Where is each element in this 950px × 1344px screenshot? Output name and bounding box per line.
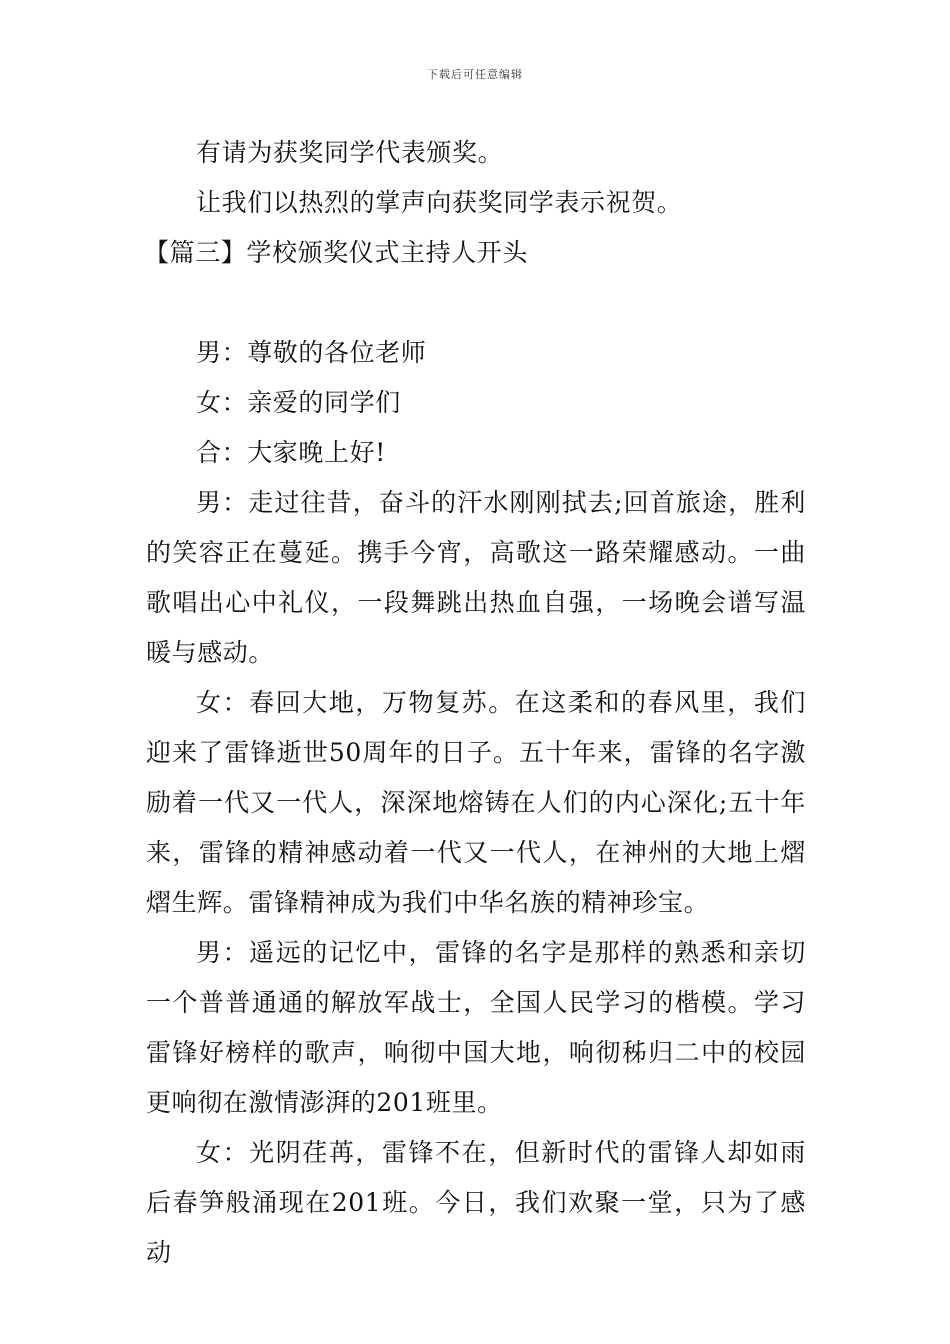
page-header: 下载后可任意编辑 (427, 68, 523, 81)
paragraph-female-greeting: 女：亲爱的同学们 (196, 388, 401, 417)
paragraph-male-speech-2: 男：遥远的记忆中，雷锋的名字是那样的熟悉和亲切一个普普通通的解放军战士，全国人民学习的楷模。学习雷锋好榜样的歌声，响彻中国大地，响彻秭归二中的校园更响彻在激情澎湃的201班里。 (146, 938, 806, 1117)
document-body (146, 128, 806, 1278)
paragraph-male-speech-1: 男：走过往昔，奋斗的汗水刚刚拭去;回首旅途，胜利的笑容正在蔓延。携手今宵，高歌这一路荣耀感动。一曲歌唱出心中礼仪，一段舞跳出热血自强，一场晚会谱写温暖与感动。 (146, 488, 806, 667)
paragraph-applause: 让我们以热烈的掌声向获奖同学表示祝贺。 (196, 188, 683, 217)
paragraph-female-speech-1: 女：春回大地，万物复苏。在这柔和的春风里，我们迎来了雷锋逝世50周年的日子。五十年来，雷锋的名字激励着一代又一代人，深深地熔铸在人们的内心深化;五十年来，雷锋的精神感动着一代又一代人，在神州的大地上熠熠生辉。雷锋精神成为我们中华名族的精神珍宝。 (146, 688, 806, 917)
paragraph-male-greeting: 男：尊敬的各位老师 (196, 338, 427, 367)
section-heading: 【篇三】学校颁奖仪式主持人开头 (144, 238, 529, 267)
paragraph-joint-greeting: 合：大家晚上好! (196, 438, 386, 467)
blank-line (146, 278, 806, 328)
paragraph-award-invite: 有请为获奖同学代表颁奖。 (196, 138, 504, 167)
paragraph-female-speech-2: 女：光阴荏苒，雷锋不在，但新时代的雷锋人却如雨后春笋般涌现在201班。今日，我们欢聚一堂，只为了感动 (146, 1138, 806, 1267)
